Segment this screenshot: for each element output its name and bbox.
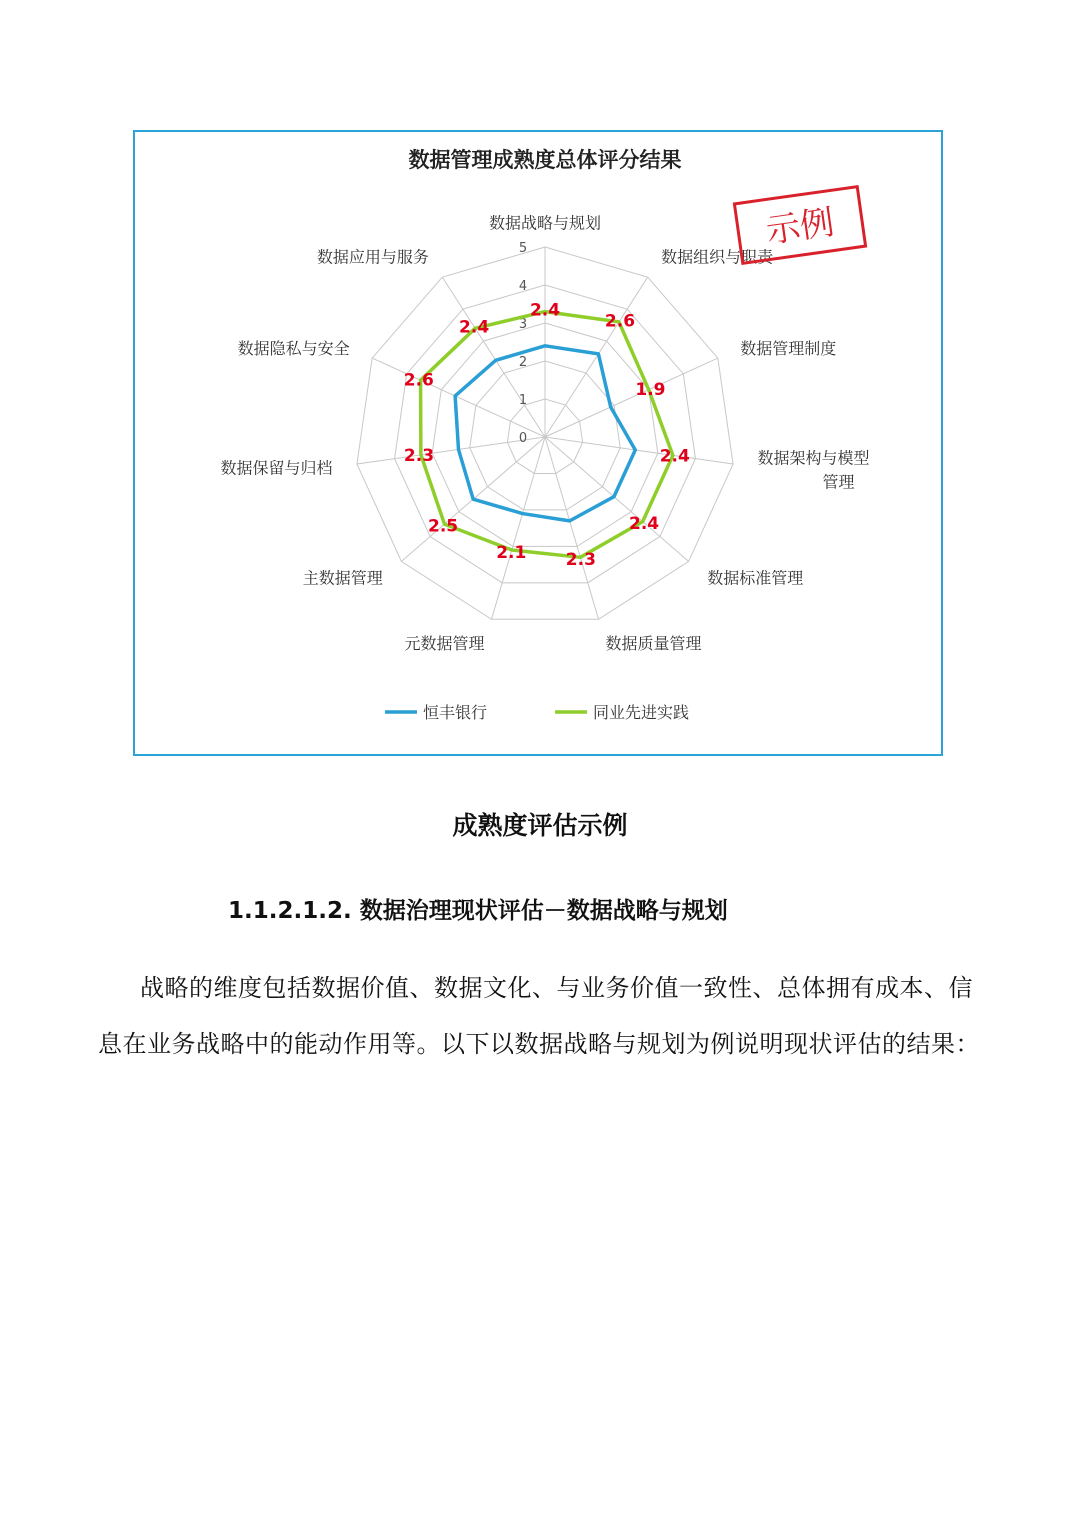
axis-label: 数据组织与职责 [661, 247, 774, 267]
axis-label: 数据战略与规划 [488, 213, 602, 233]
scale-tick-label: 5 [518, 241, 528, 256]
legend-label-2: 同业先进实践 [593, 703, 690, 722]
axis-label: 数据标准管理 [707, 568, 804, 588]
grid-spoke [357, 437, 545, 467]
data-label: 2.4 [629, 513, 660, 534]
axis-label: 数据应用与服务 [316, 247, 429, 267]
series-point-1 [568, 519, 571, 522]
grid-spoke [491, 437, 545, 619]
axis-label: 元数据管理 [404, 634, 485, 654]
axis-label: 数据架构与模型管理 [757, 448, 870, 492]
axis-label: 数据管理制度 [740, 338, 837, 358]
scale-tick-label: 4 [518, 279, 528, 294]
axis-label: 数据保留与归档 [220, 458, 333, 478]
data-label: 2.6 [403, 370, 434, 391]
series-point-1 [457, 448, 460, 451]
chart-title: 数据管理成熟度总体评分结果 [408, 148, 682, 172]
data-label: 2.4 [659, 446, 690, 467]
section-heading: 1.1.2.1.2. 数据治理现状评估－数据战略与规划 [228, 898, 728, 924]
axis-label: 数据隐私与安全 [237, 338, 350, 358]
series-point-1 [494, 359, 497, 362]
chart-frame [133, 130, 943, 756]
data-label: 2.4 [459, 317, 490, 338]
figure-caption: 成熟度评估示例 [452, 811, 628, 840]
legend-label-1: 恒丰银行 [423, 703, 488, 722]
series-point-1 [544, 344, 547, 347]
data-label: 2.3 [565, 550, 596, 571]
grid-spoke [545, 437, 599, 619]
stamp-text: 示例 [763, 202, 837, 252]
grid-spoke [545, 437, 733, 464]
series-point-1 [597, 352, 600, 355]
data-label: 2.4 [529, 300, 561, 321]
series-point-1 [609, 406, 612, 409]
series-point-1 [612, 495, 615, 498]
data-label: 2.5 [427, 516, 459, 537]
scale-tick-label: 1 [518, 393, 528, 408]
series-point-1 [472, 498, 475, 501]
data-label: 2.6 [604, 311, 636, 332]
series-point-1 [454, 394, 457, 397]
axis-label: 主数据管理 [302, 568, 383, 588]
series-point-1 [521, 512, 524, 515]
scale-tick-label: 3 [518, 317, 528, 332]
axis-label: 数据质量管理 [605, 634, 702, 654]
data-label: 1.9 [635, 379, 666, 400]
series-point-1 [634, 448, 637, 451]
body-paragraph: 战略的维度包括数据价值、数据文化、与业务价值一致性、总体拥有成本、信息在业务战略中的能动作用等。以下以数据战略与规划为例说明现状评估的结果： [98, 974, 980, 1058]
radar-chart [135, 132, 941, 754]
scale-tick-label: 0 [518, 431, 528, 446]
data-label: 2.1 [496, 542, 527, 563]
scale-tick-label: 2 [518, 355, 528, 370]
data-label: 2.3 [403, 446, 435, 467]
